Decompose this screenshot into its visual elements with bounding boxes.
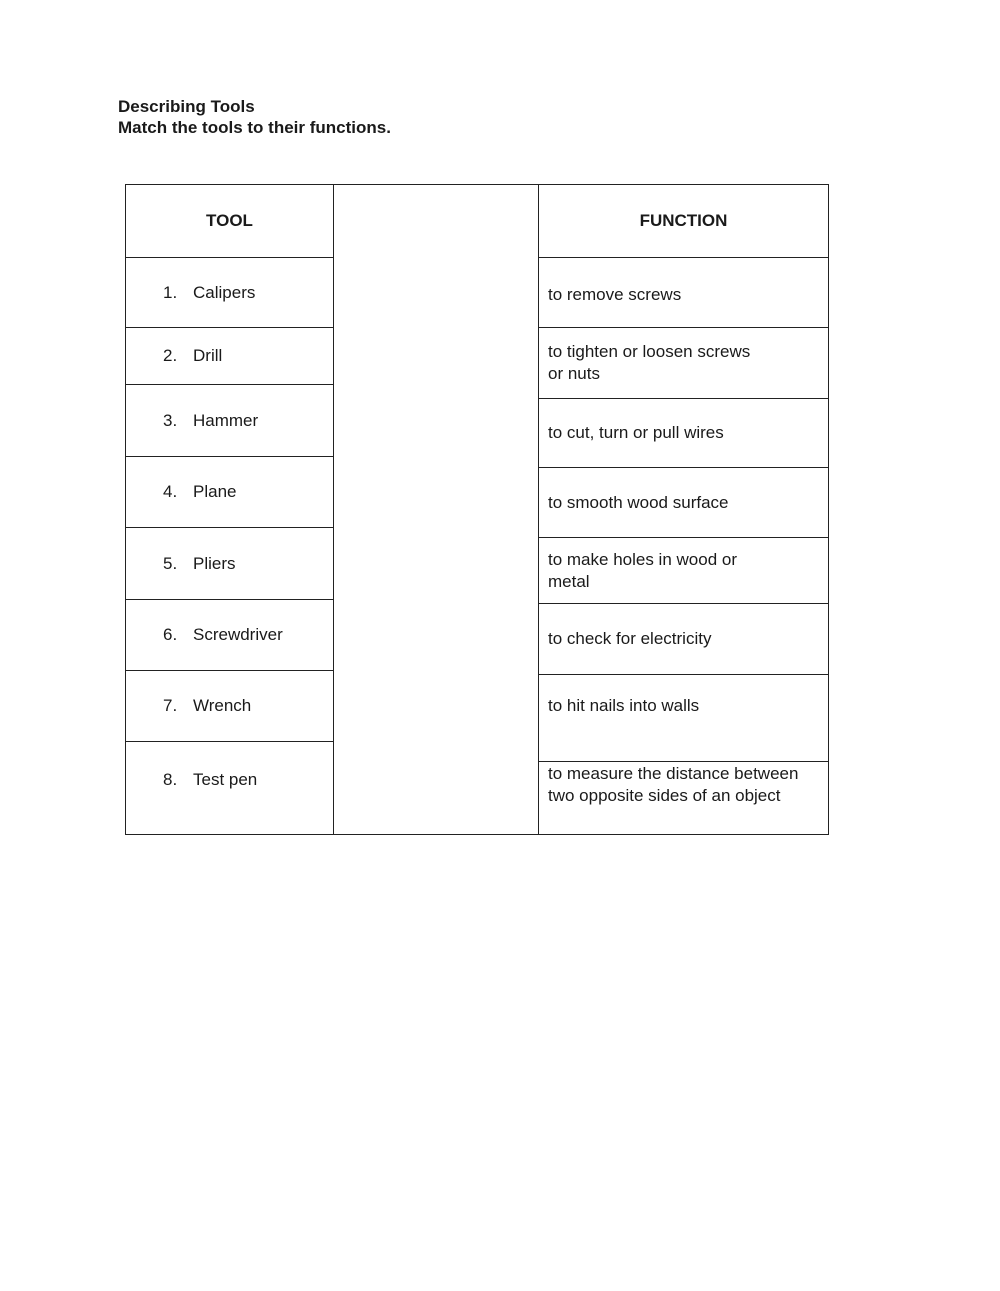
function-item-8 [539,762,828,834]
tool-number: 5. [163,553,178,573]
tool-name: Calipers [193,282,256,302]
function-item-4 [539,468,828,538]
function-item-3 [539,399,828,468]
function-text: to cut, turn or pull wires [548,423,724,442]
function-item-1 [539,258,828,328]
function-text: to remove screws [548,284,682,304]
function-text: to make holes in wood or [548,549,737,569]
worksheet-instruction: Match the tools to their functions. [118,118,391,137]
tool-number: 3. [163,410,178,430]
function-text: to measure the distance between [548,764,799,783]
function-text: to hit nails into walls [548,696,700,715]
function-item-5 [539,538,828,604]
tool-item-4 [126,457,333,528]
function-text: to tighten or loosen screws [548,342,751,361]
function-item-2 [539,328,828,399]
worksheet-title: Describing Tools [118,97,255,116]
tool-column [125,184,334,835]
function-item-6 [539,604,828,675]
tool-number: 8. [163,770,178,789]
function-column [538,184,829,835]
tool-number: 2. [163,346,178,365]
function-header: FUNCTION [539,185,828,258]
tool-name: Screwdriver [193,625,283,644]
tool-name: Pliers [193,553,236,573]
tool-item-6 [126,600,333,671]
tool-item-8 [126,742,333,834]
tool-item-2 [126,328,333,385]
worksheet-heading [118,96,391,138]
tool-number: 4. [163,482,178,501]
tool-name: Test pen [193,770,258,789]
function-item-7 [539,675,828,762]
tool-header: TOOL [126,185,333,258]
tool-number: 1. [163,282,178,302]
function-text: to smooth wood surface [548,492,729,512]
tool-number: 7. [163,696,178,715]
function-text-continued: two opposite sides of an object [548,786,781,805]
answer-column [333,184,539,835]
tool-name: Hammer [193,410,259,430]
function-text-continued: metal [548,571,590,591]
tool-item-5 [126,528,333,600]
tool-item-3 [126,385,333,457]
function-text-continued: or nuts [548,364,600,383]
tool-item-1 [126,258,333,328]
function-text: to check for electricity [548,629,712,648]
tool-name: Plane [193,482,237,501]
tool-name: Wrench [193,696,252,715]
tool-item-7 [126,671,333,742]
tool-number: 6. [163,625,178,644]
tool-name: Drill [193,346,223,365]
